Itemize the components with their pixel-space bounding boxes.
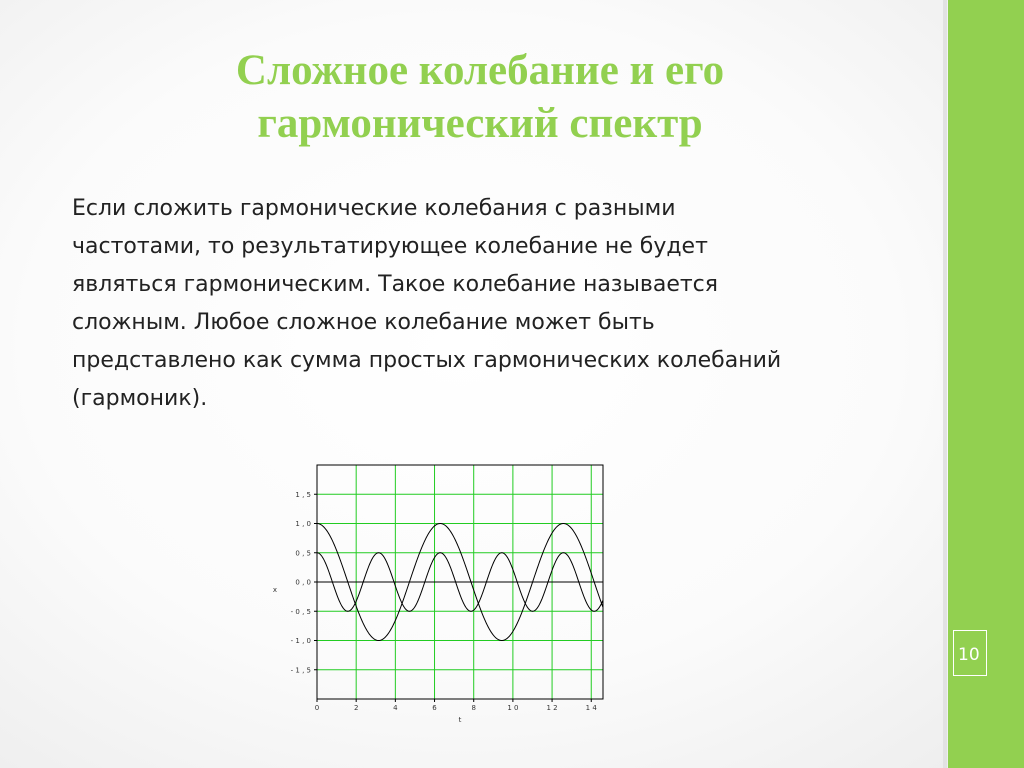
body-line: являться гармоническим. Такое колебание называется xyxy=(72,272,719,297)
page-number: 10 xyxy=(958,645,980,665)
y-tick-label: 0 , 0 xyxy=(295,578,311,587)
body-line: сложным. Любое сложное колебание может быть xyxy=(72,310,655,335)
x-tick-label: 1 0 xyxy=(507,704,519,712)
slide-title xyxy=(120,44,840,150)
y-tick-label: - 0 , 5 xyxy=(290,607,311,616)
oscillation-chart xyxy=(260,460,620,730)
body-line: представлено как сумма простых гармонических колебаний xyxy=(72,348,782,373)
y-tick-label: 1 , 0 xyxy=(295,520,311,528)
y-tick-label: - 1 , 0 xyxy=(290,637,311,645)
chart-svg xyxy=(260,460,620,730)
x-tick-label: 1 4 xyxy=(585,704,597,712)
x-tick-label: 4 xyxy=(393,704,398,712)
x-tick-label: 8 xyxy=(471,704,476,712)
sidebar-edge xyxy=(943,0,947,768)
body-line: частотами, то результатирующее колебание не будет xyxy=(72,234,708,259)
x-tick-label: 2 xyxy=(353,704,359,712)
slide-title-line-2: гармонический спектр xyxy=(257,100,703,147)
x-tick-label: 1 2 xyxy=(546,704,558,712)
body-line: Если сложить гармонические колебания с разными xyxy=(72,196,676,221)
y-tick-label: - 1 , 5 xyxy=(290,666,311,675)
x-axis-label: t xyxy=(458,716,462,724)
slide-title-line-1: Сложное колебание и его xyxy=(235,47,725,94)
x-tick-label: 0 xyxy=(314,704,320,712)
y-axis-label: x xyxy=(272,586,278,594)
body-line: (гармоник). xyxy=(72,386,208,411)
y-tick-label: 1 , 5 xyxy=(295,490,311,499)
body-paragraph xyxy=(72,190,902,418)
x-tick-label: 6 xyxy=(432,704,437,712)
y-tick-label: 0 , 5 xyxy=(295,549,311,558)
